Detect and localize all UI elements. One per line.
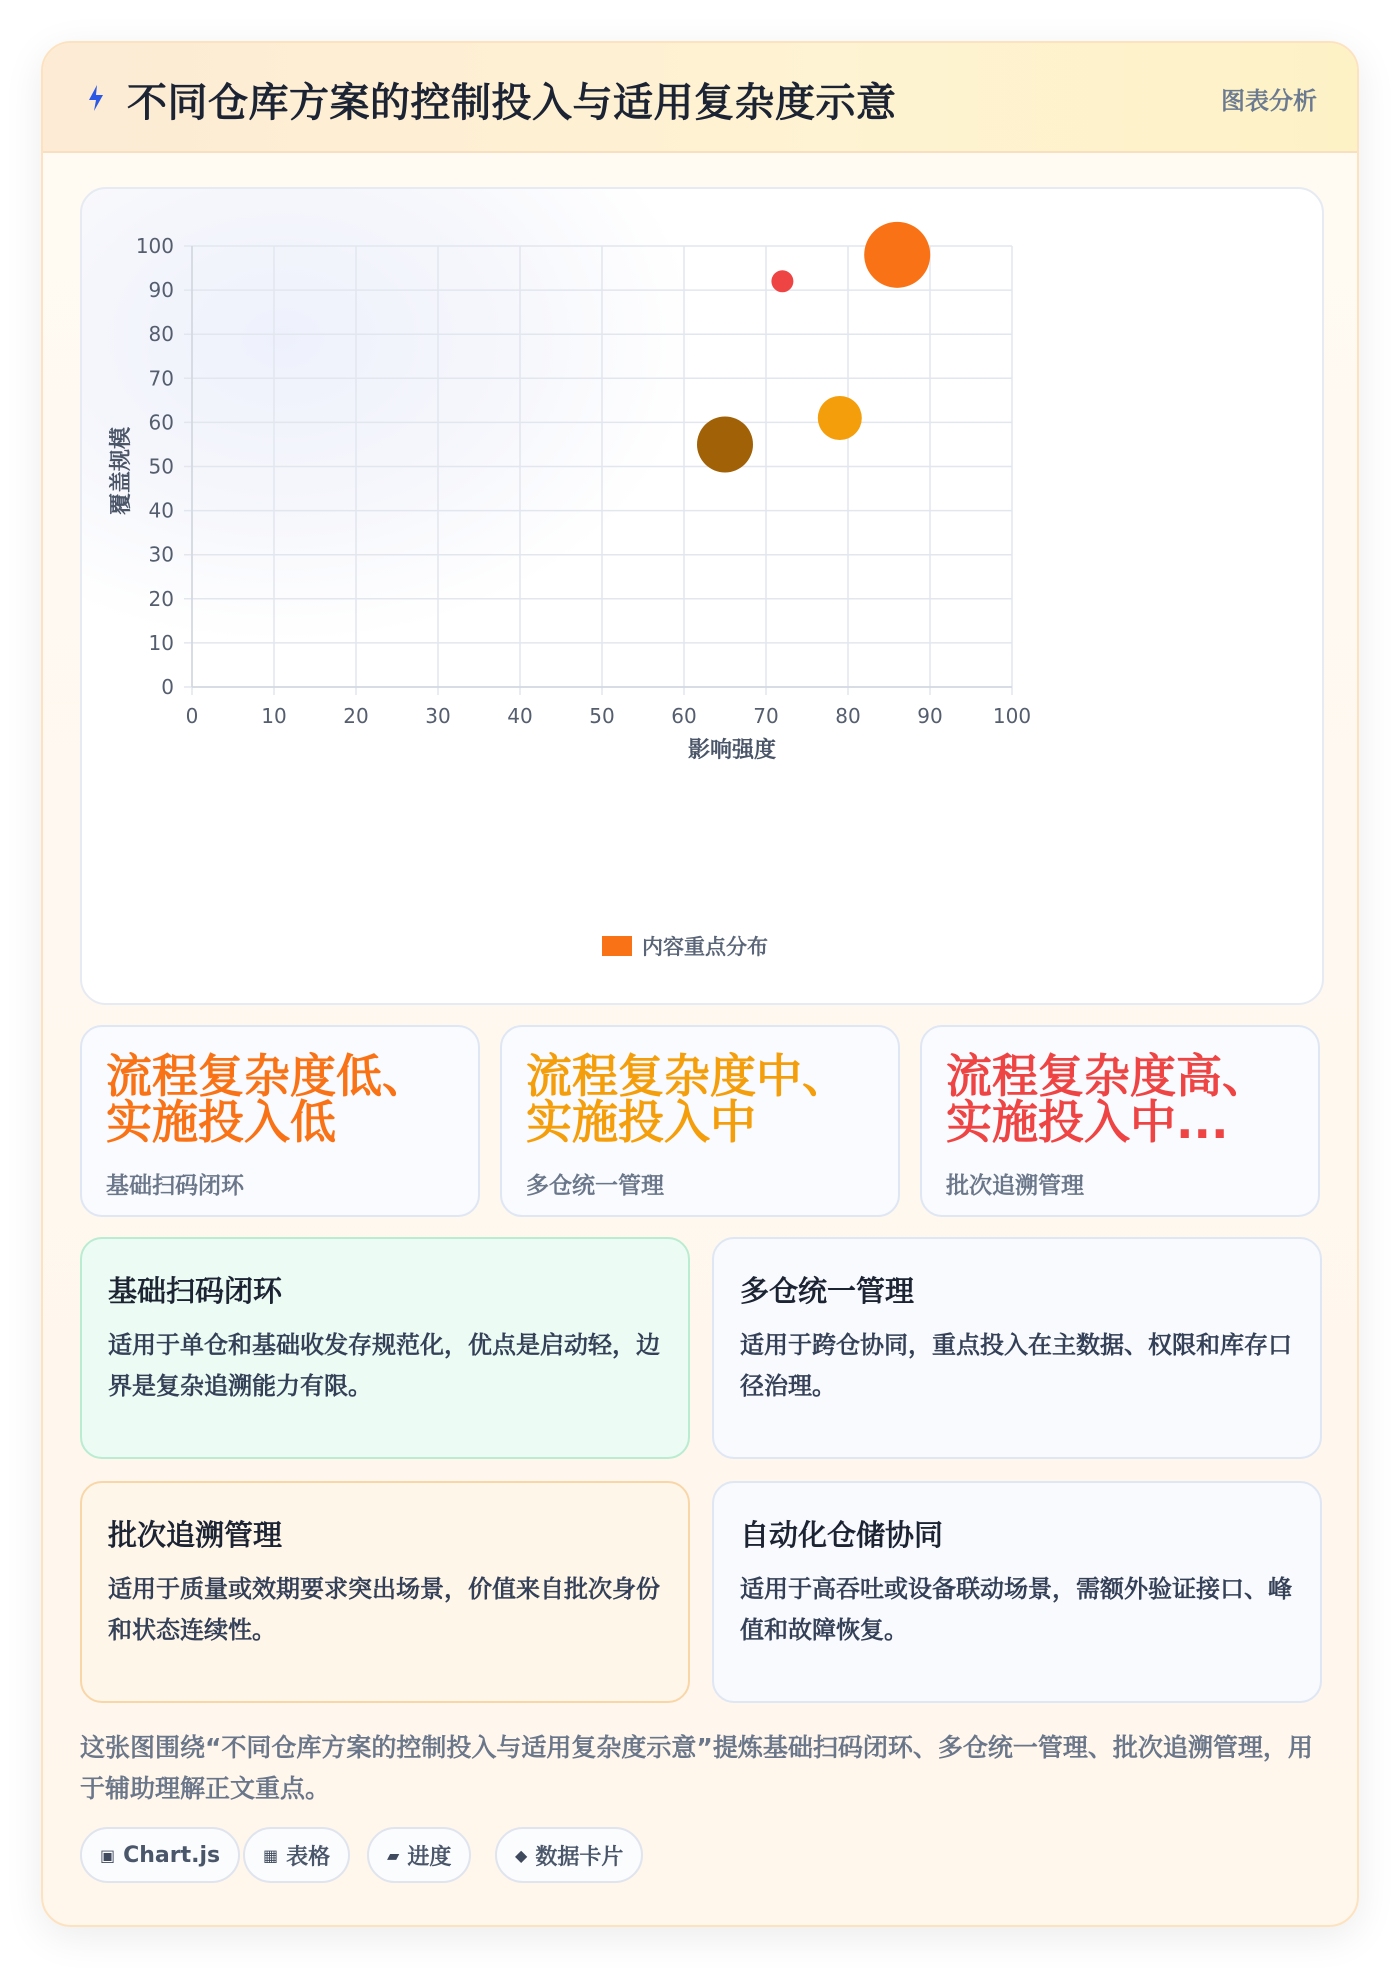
chart-panel: [80, 187, 1324, 1005]
y-tick-label: 70: [148, 366, 174, 391]
x-tick-label: 60: [671, 704, 697, 728]
x-tick-label: 20: [343, 704, 369, 728]
chart-icon: ▣: [100, 1845, 116, 1865]
card-header: [43, 43, 1357, 153]
detail-card-automation: [712, 1481, 1322, 1703]
table-icon: ▦: [263, 1845, 279, 1865]
stat-headline: 流程复杂度低、实施投入低: [106, 1049, 428, 1149]
stat-caption: 多仓统一管理: [526, 1173, 664, 1199]
x-tick-label: 10: [261, 704, 287, 728]
stat-caption: 基础扫码闭环: [106, 1173, 244, 1199]
y-tick-label: 100: [135, 234, 174, 258]
stat-caption: 批次追溯管理: [946, 1173, 1084, 1199]
stat-card-mid: [500, 1025, 900, 1217]
summary-text: 这张图围绕“不同仓库方案的控制投入与适用复杂度示意”提炼基础扫码闭环、多仓统一管理、批次追溯管理，用于辅助理解正文重点。: [80, 1733, 1313, 1803]
bubble-point[interactable]: [697, 416, 753, 472]
chip-label: 表格: [286, 1844, 331, 1870]
stat-headline: 流程复杂度中、实施投入中: [526, 1049, 848, 1149]
detail-text: 适用于质量或效期要求突出场景，价值来自批次身份和状态连续性。: [108, 1575, 660, 1644]
progress-icon: ▰: [387, 1845, 400, 1865]
stat-card-low: [80, 1025, 480, 1217]
x-axis-ticks: [186, 704, 1031, 728]
bubble-point[interactable]: [818, 396, 862, 440]
chip-label: 数据卡片: [535, 1844, 624, 1870]
y-tick-label: 60: [148, 410, 174, 435]
y-tick-label: 50: [148, 454, 174, 479]
detail-card-basic-scan: [80, 1237, 690, 1459]
stat-card-high: [920, 1025, 1320, 1217]
chip-table[interactable]: [243, 1827, 350, 1883]
x-tick-label: 100: [992, 704, 1032, 728]
x-tick-label: 70: [753, 704, 779, 728]
infographic-card: [41, 41, 1359, 1927]
y-axis-ticks: [136, 234, 174, 699]
bubble-point[interactable]: [864, 222, 930, 288]
chart-legend[interactable]: [602, 935, 768, 959]
chart-analysis-tag: 图表分析: [1221, 87, 1317, 115]
x-axis-label: 影响强度: [687, 738, 777, 763]
x-tick-label: 30: [425, 704, 451, 728]
legend-swatch: [602, 936, 632, 956]
y-tick-label: 80: [148, 322, 174, 347]
detail-text: 适用于高吞吐或设备联动场景，需额外验证接口、峰值和故障恢复。: [740, 1575, 1292, 1644]
y-tick-label: 90: [148, 278, 174, 303]
detail-card-batch-trace: [80, 1481, 690, 1703]
x-tick-label: 40: [507, 704, 533, 728]
x-tick-label: 90: [917, 704, 943, 728]
chip-label: 进度: [407, 1844, 452, 1870]
detail-title: 基础扫码闭环: [108, 1274, 283, 1308]
x-tick-label: 50: [589, 704, 615, 728]
detail-card-multi-warehouse: [712, 1237, 1322, 1459]
y-tick-label: 0: [161, 675, 174, 699]
y-tick-label: 30: [148, 542, 174, 567]
chip-chartjs[interactable]: [80, 1827, 240, 1883]
diamond-icon: ◆: [515, 1845, 528, 1865]
x-tick-label: 0: [185, 704, 199, 728]
detail-text: 适用于跨仓协同，重点投入在主数据、权限和库存口径治理。: [740, 1331, 1292, 1400]
detail-text: 适用于单仓和基础收发存规范化，优点是启动轻，边界是复杂追溯能力有限。: [108, 1331, 660, 1400]
chip-label: Chart.js: [123, 1842, 221, 1868]
y-tick-label: 20: [148, 586, 174, 611]
bubble-point[interactable]: [771, 270, 793, 292]
x-tick-label: 80: [835, 704, 861, 728]
legend-label: 内容重点分布: [642, 935, 768, 959]
detail-title: 多仓统一管理: [740, 1274, 915, 1308]
detail-title: 批次追溯管理: [108, 1518, 283, 1552]
y-tick-label: 40: [148, 498, 174, 523]
chart-grid: [184, 246, 1012, 695]
detail-title: 自动化仓储协同: [740, 1518, 944, 1552]
chip-progress[interactable]: [367, 1827, 471, 1883]
lightning-icon: [85, 83, 107, 113]
y-tick-label: 10: [148, 630, 174, 655]
chart-points: [697, 222, 930, 473]
bubble-chart: [82, 189, 1324, 1005]
y-axis-label: 覆盖规模: [109, 426, 134, 516]
chip-data-card[interactable]: [495, 1827, 643, 1883]
page-title: 不同仓库方案的控制投入与适用复杂度示意: [127, 80, 897, 126]
stat-headline: 流程复杂度高、实施投入中...: [946, 1049, 1268, 1149]
